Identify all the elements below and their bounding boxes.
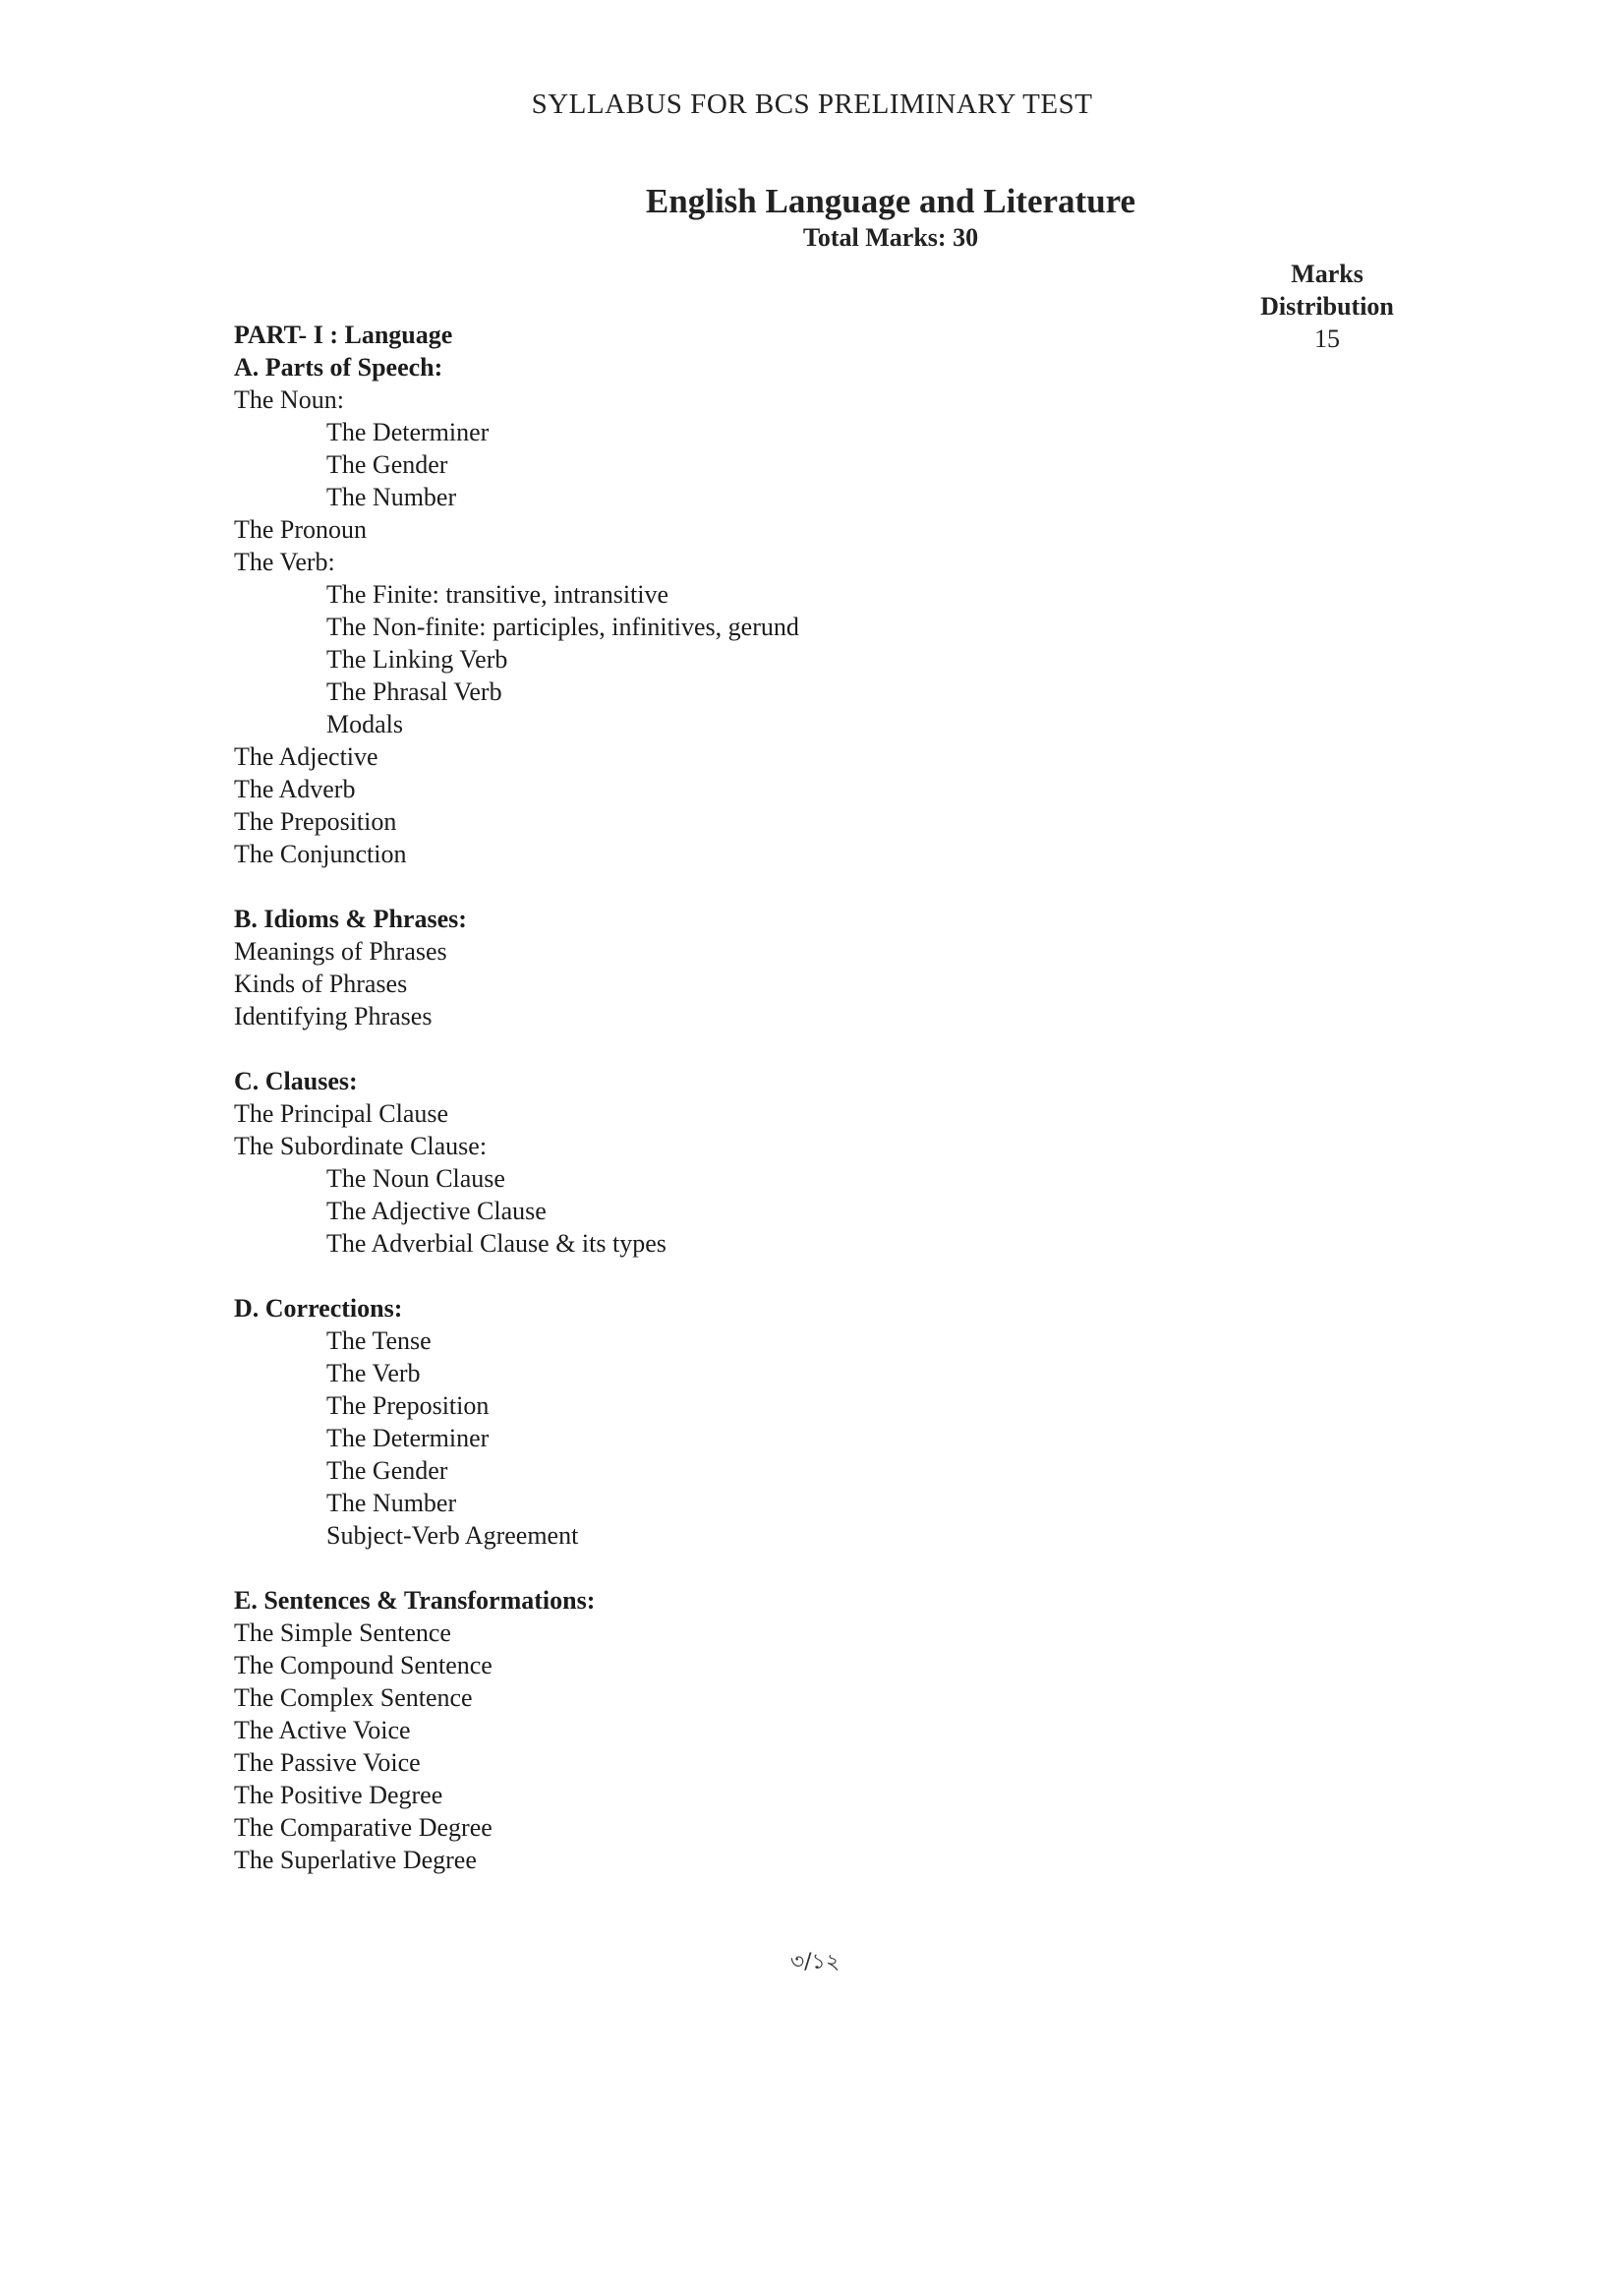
section-heading-b: B. Idioms & Phrases: xyxy=(234,905,467,933)
section-heading-d: D. Corrections: xyxy=(234,1294,403,1323)
list-item: The Conjunction xyxy=(234,840,407,868)
section-heading-c: C. Clauses: xyxy=(234,1067,358,1095)
section-heading-a: A. Parts of Speech: xyxy=(234,353,443,382)
distribution-header: Distribution xyxy=(1260,292,1394,321)
list-item: The Number xyxy=(326,483,457,511)
section-spacer xyxy=(234,1260,1217,1292)
list-item: The Tense xyxy=(326,1326,432,1355)
list-item: The Linking Verb xyxy=(326,645,508,674)
list-item: The Active Voice xyxy=(234,1716,411,1744)
list-item: Kinds of Phrases xyxy=(234,970,408,998)
total-marks xyxy=(0,223,1624,253)
marks-header: Marks xyxy=(1291,260,1363,288)
part-heading: PART- I : Language xyxy=(234,321,453,349)
document-title: SYLLABUS FOR BCS PRELIMINARY TEST xyxy=(531,88,1093,120)
list-item: The Principal Clause xyxy=(234,1099,449,1128)
marks-distribution-column xyxy=(1219,258,1435,355)
list-item: The Superlative Degree xyxy=(234,1846,477,1874)
list-item: The Gender xyxy=(326,1456,448,1485)
section-heading-e: E. Sentences & Transformations: xyxy=(234,1586,596,1615)
list-item: The Noun: xyxy=(234,385,344,414)
list-item: The Complex Sentence xyxy=(234,1683,473,1712)
list-item: The Gender xyxy=(326,450,448,479)
page-number xyxy=(0,1945,1624,1981)
list-item: The Adverb xyxy=(234,775,356,803)
list-item: Modals xyxy=(326,710,403,738)
list-item: The Adjective xyxy=(234,742,378,771)
list-item: The Finite: transitive, intransitive xyxy=(326,580,669,609)
list-item: Identifying Phrases xyxy=(234,1002,433,1030)
list-item: Meanings of Phrases xyxy=(234,937,447,966)
syllabus-content xyxy=(234,319,1217,1876)
list-item: The Determiner xyxy=(326,418,490,446)
list-item: The Pronoun xyxy=(234,515,368,544)
list-item: The Determiner xyxy=(326,1424,490,1452)
section-spacer xyxy=(234,870,1217,903)
subject-title xyxy=(0,182,1624,221)
page-number-text: ৩/১২ xyxy=(789,1950,841,1974)
list-item: Subject-Verb Agreement xyxy=(326,1521,579,1550)
section-spacer xyxy=(234,1552,1217,1584)
list-item: The Adjective Clause xyxy=(326,1197,547,1225)
list-item: The Comparative Degree xyxy=(234,1813,493,1842)
list-item: The Phrasal Verb xyxy=(326,677,502,706)
section-spacer xyxy=(234,1032,1217,1065)
list-item: The Subordinate Clause: xyxy=(234,1132,488,1160)
total-marks-text: Total Marks: 30 xyxy=(802,223,979,252)
subject-title-text: English Language and Literature xyxy=(645,182,1136,220)
list-item: The Number xyxy=(326,1489,457,1517)
list-item: The Non-finite: participles, infinitives, gerund xyxy=(326,613,799,641)
list-item: The Compound Sentence xyxy=(234,1651,493,1679)
list-item: The Preposition xyxy=(326,1391,490,1420)
list-item: The Positive Degree xyxy=(234,1781,443,1809)
list-item: The Verb: xyxy=(234,548,335,576)
list-item: The Preposition xyxy=(234,807,397,836)
list-item: The Passive Voice xyxy=(234,1748,421,1777)
list-item: The Noun Clause xyxy=(326,1164,505,1193)
list-item: The Adverbial Clause & its types xyxy=(326,1229,667,1258)
list-item: The Simple Sentence xyxy=(234,1618,451,1647)
marks-value: 15 xyxy=(1314,324,1340,353)
list-item: The Verb xyxy=(326,1359,421,1387)
